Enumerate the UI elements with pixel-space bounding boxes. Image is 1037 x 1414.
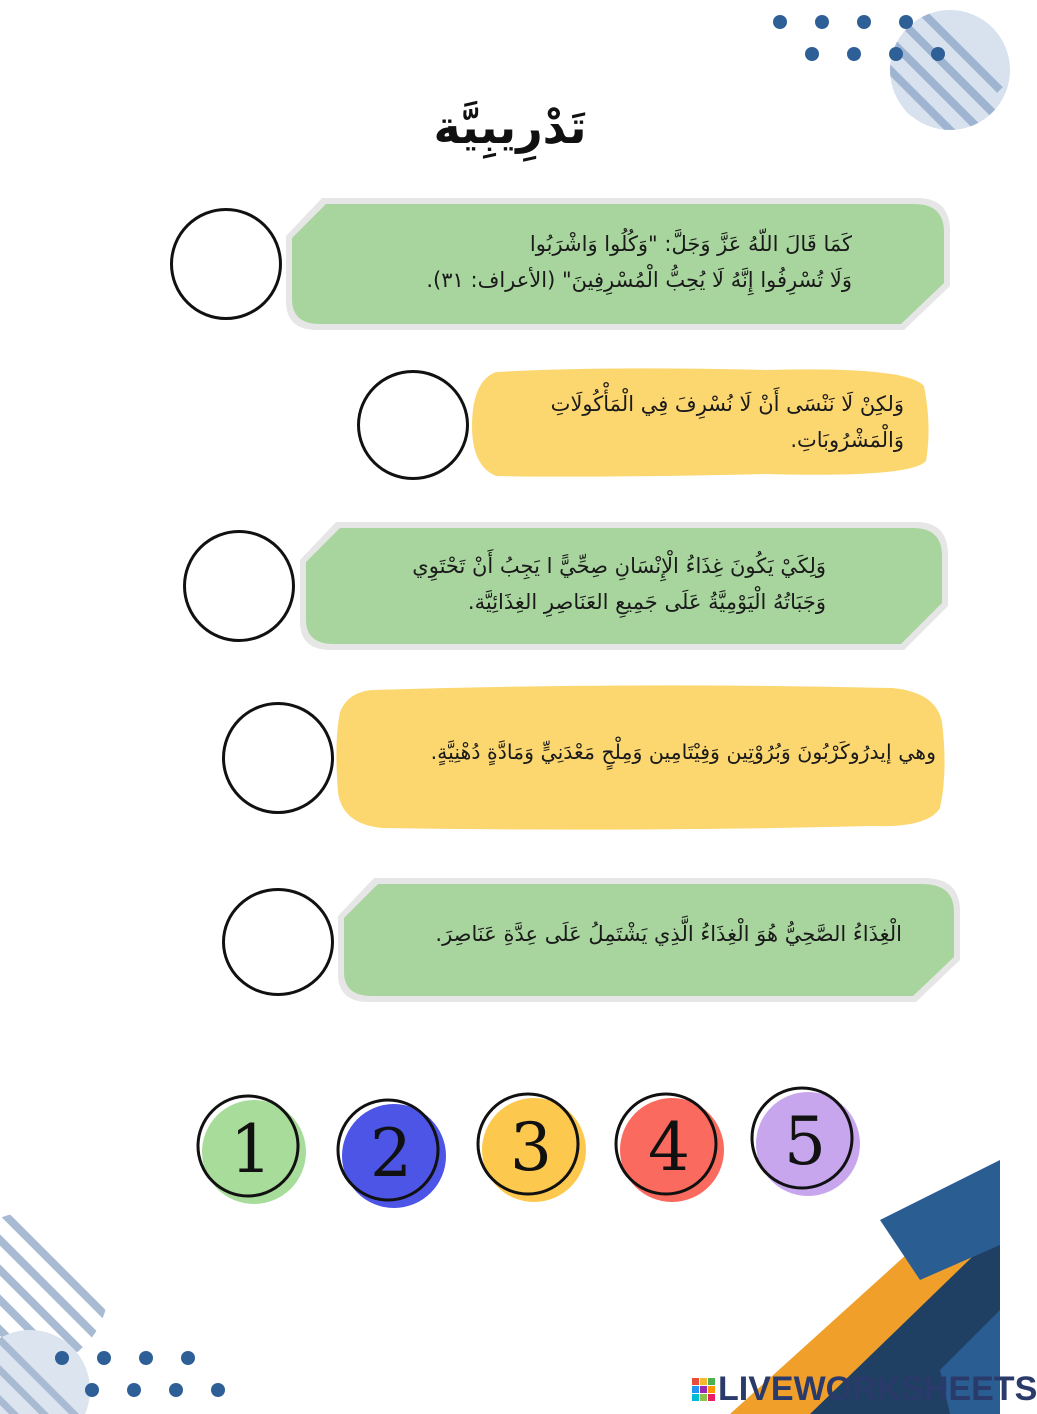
- sentence-card-1: [282, 196, 952, 332]
- number-badge-1[interactable]: [196, 1094, 316, 1214]
- sentence-card-4: [332, 682, 948, 834]
- number-badge-4[interactable]: [614, 1092, 734, 1212]
- card-text: [336, 734, 936, 770]
- page-title: تَدْرِيبِيَّة: [433, 100, 587, 154]
- number-badge-5[interactable]: [750, 1086, 870, 1206]
- card-text: [326, 548, 826, 620]
- liveworksheets-logo[interactable]: LIVEWORKSHEETS: [718, 1370, 1037, 1408]
- card-line: وهي إيدرُوكَرْبُونَ وَبُرُوْتِين وَفِيْتَامِين وَمِلْحٍ مَعْدَنِيٍّ وَمَادَّةٍ دُهْنِيَّةٍ.: [430, 740, 936, 764]
- badge-digit: 3: [510, 1108, 552, 1186]
- badge-digit: 4: [648, 1108, 690, 1186]
- card-line: وَلِكَيْ يَكُونَ غِذَاءُ الْإِنْسَانِ صِحِّيًّ ا يَجِبُ أَنْ تَحْتَوِي: [412, 554, 826, 578]
- sentence-card-3: [296, 520, 950, 652]
- card-text: [484, 386, 904, 458]
- card-text: [362, 916, 902, 952]
- answer-circle-2[interactable]: [357, 370, 469, 480]
- card-line: وَلكِنْ لَا نَنْسَى أَنْ لَا نُسْرِفَ فِي الْمَأْكُولَاتِ: [550, 392, 904, 416]
- card-text: [312, 226, 852, 298]
- liveworksheets-logo-icon: [692, 1378, 716, 1402]
- card-line: وَلَا تُسْرِفُوا إِنَّهُ لَا يُحِبُّ الْمُسْرِفِينَ" (الأعراف: ٣١).: [426, 268, 852, 292]
- sentence-card-5: [334, 876, 962, 1004]
- number-badge-2[interactable]: [336, 1098, 456, 1218]
- answer-circle-5[interactable]: [222, 888, 334, 996]
- card-line: الْغِذَاءُ الصَّحِيُّ هُوَ الْغِذَاءُ الَّذِي يَشْتَمِلُ عَلَى عِدَّةِ عَنَاصِرَ.: [435, 922, 902, 946]
- badge-digit: 2: [370, 1114, 412, 1192]
- answer-circle-3[interactable]: [183, 530, 295, 642]
- badge-digit: 1: [230, 1110, 272, 1188]
- sentence-card-2: [466, 366, 932, 480]
- answer-circle-1[interactable]: [170, 208, 282, 320]
- card-line: وَالْمَشْرُوبَاتِ.: [790, 428, 904, 452]
- badge-digit: 5: [784, 1102, 826, 1180]
- answer-circle-4[interactable]: [222, 702, 334, 814]
- number-badge-3[interactable]: [476, 1092, 596, 1212]
- decoration-bottom-left: [0, 1200, 260, 1414]
- card-line: كَمَا قَالَ اللّهُ عَزَّ وَجَلَّ: "وَكُلُوا وَاشْرَبُوا: [529, 232, 852, 256]
- card-line: وَجَبَاتُهُ الْيَوْمِيَّةُ عَلَى جَمِيعِ العَنَاصِرِ الغِذَائِيَّة.: [467, 590, 826, 614]
